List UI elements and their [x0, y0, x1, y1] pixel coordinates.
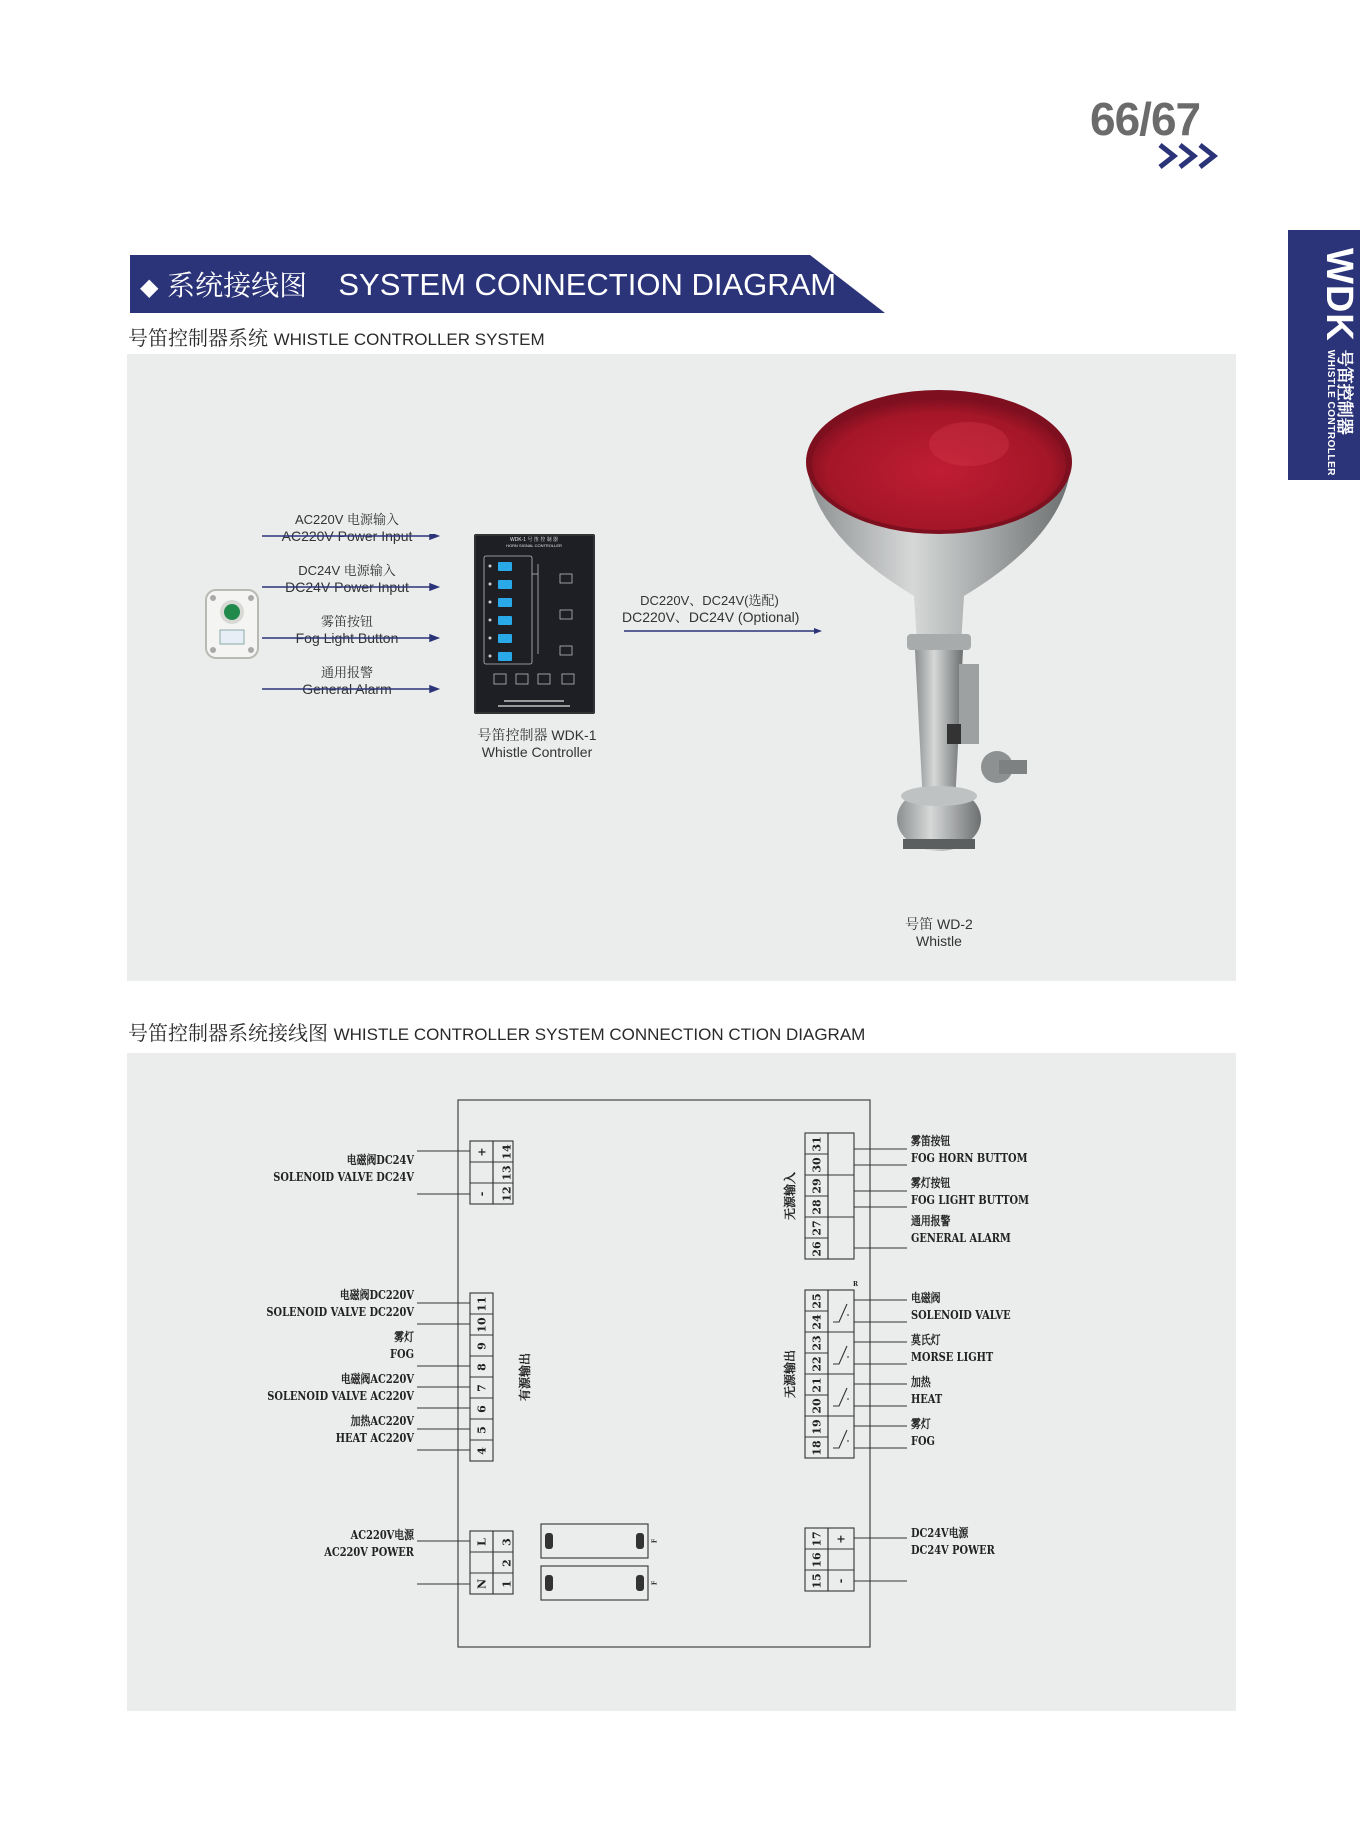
subhead-wiring	[128, 1017, 865, 1046]
subhead-wiring-en: WHISTLE CONTROLLER SYSTEM CONNECTION CTION DIAGRAM	[333, 1025, 866, 1044]
terminal-sign-minus: -	[475, 1191, 489, 1197]
output-label: DC220V、DC24V(选配) DC220V、DC24V (Optional)	[622, 593, 800, 625]
terminal-23: 23	[810, 1335, 824, 1351]
terminal-8: 8	[475, 1363, 489, 1371]
terminal-17: 17	[810, 1531, 824, 1547]
section-title-en: SYSTEM CONNECTION DIAGRAM	[338, 267, 837, 302]
wiring-label-solenoid-valve: 电磁阀 SOLENOID VALVE	[911, 1291, 1011, 1322]
terminal-3: 3	[500, 1538, 514, 1546]
subhead-system-en: WHISTLE CONTROLLER SYSTEM	[273, 330, 545, 349]
whistle-controller-panel	[474, 534, 595, 714]
terminal-4: 4	[475, 1447, 489, 1455]
terminal-sign-N: N	[475, 1578, 489, 1590]
group-label-passive-input: 无源输入	[783, 1171, 797, 1221]
terminal-13: 13	[500, 1165, 514, 1181]
terminal-31: 31	[810, 1136, 824, 1152]
input-label-fog-button: 雾笛按钮 Fog Light Button	[295, 614, 399, 646]
wiring-label-morse-light: 莫氏灯 MORSE LIGHT	[911, 1333, 994, 1364]
wiring-label-heat-ac220v: 加热AC220V HEAT AC220V	[335, 1414, 414, 1445]
input-label-ac220: AC220V 电源输入 AC220V Power Input	[281, 512, 413, 544]
terminal-25: 25	[810, 1293, 824, 1309]
terminal-11: 11	[475, 1296, 489, 1312]
terminal-15: 15	[810, 1573, 824, 1589]
whistle-image	[799, 384, 1129, 874]
input-arrows	[262, 534, 442, 704]
terminal-24: 24	[810, 1314, 824, 1330]
wiring-label-solenoid-dc220v: 电磁阀DC220V SOLENOID VALVE DC220V	[266, 1288, 414, 1319]
terminal-19: 19	[810, 1419, 824, 1435]
terminal-5: 5	[475, 1426, 489, 1434]
side-tab-brand: WDK	[1318, 248, 1360, 342]
terminal-16: 16	[810, 1552, 824, 1568]
terminal-26: 26	[810, 1241, 824, 1257]
terminal-2: 2	[500, 1559, 514, 1567]
terminal-14: 14	[500, 1144, 514, 1160]
terminal-1: 1	[500, 1580, 514, 1588]
wiring-label-heat: 加热 HEAT	[911, 1375, 943, 1406]
terminal-sign-minus-f: -	[834, 1578, 848, 1584]
wiring-label-fog-light-button: 雾灯按钮 FOG LIGHT BUTTOM	[911, 1176, 1030, 1207]
section-diamond: ◆	[140, 274, 159, 301]
whistle-caption: 号笛 WD-2 Whistle	[905, 916, 973, 949]
terminal-7: 7	[475, 1384, 489, 1392]
group-label-active-output: 有源输出	[518, 1352, 532, 1402]
subhead-system	[128, 322, 545, 351]
subhead-wiring-cn: 号笛控制器系统接线图	[128, 1023, 328, 1045]
wiring-label-dc24v-power: DC24V电源 DC24V POWER	[911, 1526, 995, 1557]
fog-button-box-icon	[202, 584, 262, 664]
chevron-right-icon	[1158, 143, 1228, 169]
section-title	[140, 258, 836, 312]
terminal-27: 27	[810, 1220, 824, 1236]
controller-caption: 号笛控制器 WDK-1 Whistle Controller	[477, 727, 597, 760]
controller-panel-title-cn: WDK-1 号 笛 控 制 器	[509, 537, 559, 543]
side-tab	[1288, 230, 1360, 480]
terminal-20: 20	[810, 1398, 824, 1414]
section-title-cn: 系统接线图	[167, 269, 308, 302]
terminal-22: 22	[810, 1356, 824, 1372]
system-panel	[127, 354, 1236, 981]
terminal-21: 21	[810, 1377, 824, 1393]
terminal-sign-plus: +	[475, 1147, 489, 1157]
side-tab-cn: 号笛控制器	[1334, 349, 1354, 435]
terminal-30: 30	[810, 1157, 824, 1173]
input-label-dc24: DC24V 电源输入 DC24V Power Input	[285, 563, 409, 595]
wiring-label-general-alarm: 通用报警 GENERAL ALARM	[911, 1214, 1011, 1245]
wiring-panel	[127, 1053, 1236, 1711]
wiring-label-solenoid-dc24v: 电磁阀DC24V SOLENOID VALVE DC24V	[273, 1153, 414, 1184]
terminal-9: 9	[475, 1342, 489, 1350]
wiring-label-fog-right: 雾灯 FOG	[911, 1417, 935, 1448]
terminal-10: 10	[475, 1317, 489, 1333]
wiring-label-ac220v-power: AC220V电源 AC220V POWER	[324, 1528, 414, 1559]
input-label-general-alarm: 通用报警 General Alarm	[302, 665, 392, 697]
terminal-6: 6	[475, 1405, 489, 1413]
terminal-12: 12	[500, 1186, 514, 1202]
output-arrow	[624, 626, 824, 636]
terminal-sign-L: L	[475, 1538, 489, 1546]
relay-mark: R	[853, 1281, 858, 1288]
wiring-label-fog-horn-button: 雾笛按钮 FOG HORN BUTTOM	[911, 1134, 1028, 1165]
side-tab-en: WHISTLE CONTROLLER	[1324, 349, 1336, 476]
terminal-28: 28	[810, 1199, 824, 1215]
group-label-passive-output: 无源输出	[783, 1349, 797, 1399]
terminal-18: 18	[810, 1440, 824, 1456]
terminal-29: 29	[810, 1178, 824, 1194]
wiring-label-solenoid-ac220v: 电磁阀AC220V SOLENOID VALVE AC220V	[267, 1372, 414, 1403]
wiring-label-fog: 雾灯 FOG	[390, 1330, 414, 1361]
controller-panel-title-en: HORN SIGNAL CONTROLLER	[506, 543, 562, 548]
page-number: 66/67	[1090, 93, 1201, 145]
subhead-system-cn: 号笛控制器系统	[128, 328, 268, 350]
fuse-mark-1: F	[651, 1538, 659, 1544]
fuse-mark-2: F	[651, 1580, 659, 1586]
terminal-sign-plus-f: +	[834, 1534, 848, 1544]
